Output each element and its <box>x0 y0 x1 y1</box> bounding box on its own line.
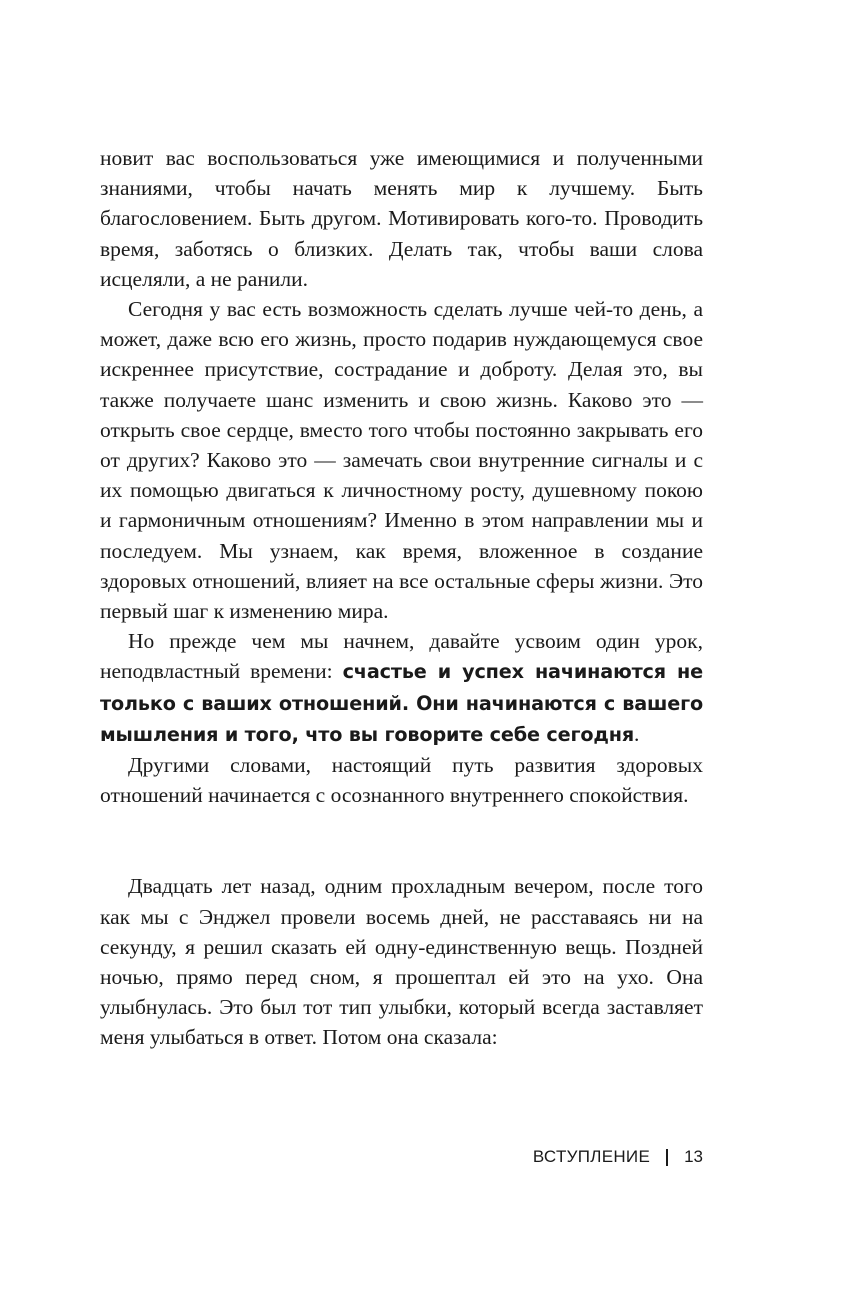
paragraph-1: новит вас воспользоваться уже имеющимися и полученными знаниями, чтобы начать менять мир к лучшему. Быть благословением. Быть другом. Мотивировать кого-то. Проводить время, заботясь о близких. Делать так, чтобы ваши слова исцеляли, а не ранили. <box>100 146 703 291</box>
body-text <box>100 143 703 1053</box>
page-number: 13 <box>684 1147 703 1166</box>
paragraph-3-intro: Но прежде чем мы начнем, давайте усвоим один урок, неподвластный времени: <box>100 629 703 684</box>
paragraph-2: Сегодня у вас есть возможность сделать лучше чей-то день, а может, даже всю его жизнь, просто подарив нуждающемуся свое искреннее присутствие, сострадание и доброту. Делая это, вы также получаете шанс изменить и свою жизнь. Каково это — открыть свое сердце, вместо того чтобы постоянно закрывать его от других? Каково это — замечать свои внутренние сигналы и с их помощью двигаться к личностному росту, душевному покою и гармоничным отношениям? Именно в этом направлении мы и последуем. Мы узнаем, как время, вложенное в создание здоровых отношений, влияет на все остальные сферы жизни. Это первый шаг к изменению мира. <box>100 297 703 624</box>
paragraph-4: Другими словами, настоящий путь развития здоровых отношений начинается с осознанного внутреннего спокойствия. <box>100 753 703 808</box>
paragraph-3 <box>100 626 703 750</box>
footer-section-title: ВСТУПЛЕНИЕ <box>532 1147 651 1166</box>
footer-separator <box>666 1149 668 1166</box>
paragraph-5: Двадцать лет назад, одним прохладным вечером, после того как мы с Энджел провели восемь дней, не расставаясь ни на секунду, я решил сказать ей одну-единственную вещь. Поздней ночью, прямо перед сном, я прошептал ей это на ухо. Она улыбнулась. Это был тот тип улыбки, который всегда заставляет меня улыбаться в ответ. Потом она сказала: <box>100 874 703 1050</box>
running-footer <box>533 1147 703 1167</box>
paragraph-3-bold-emphasis: счастье и успех начинаются не только с ваших отношений. Они начинаются с вашего мышления и того, что вы говорите себе сегодня <box>100 660 703 746</box>
paragraph-3-outro: . <box>634 721 640 746</box>
